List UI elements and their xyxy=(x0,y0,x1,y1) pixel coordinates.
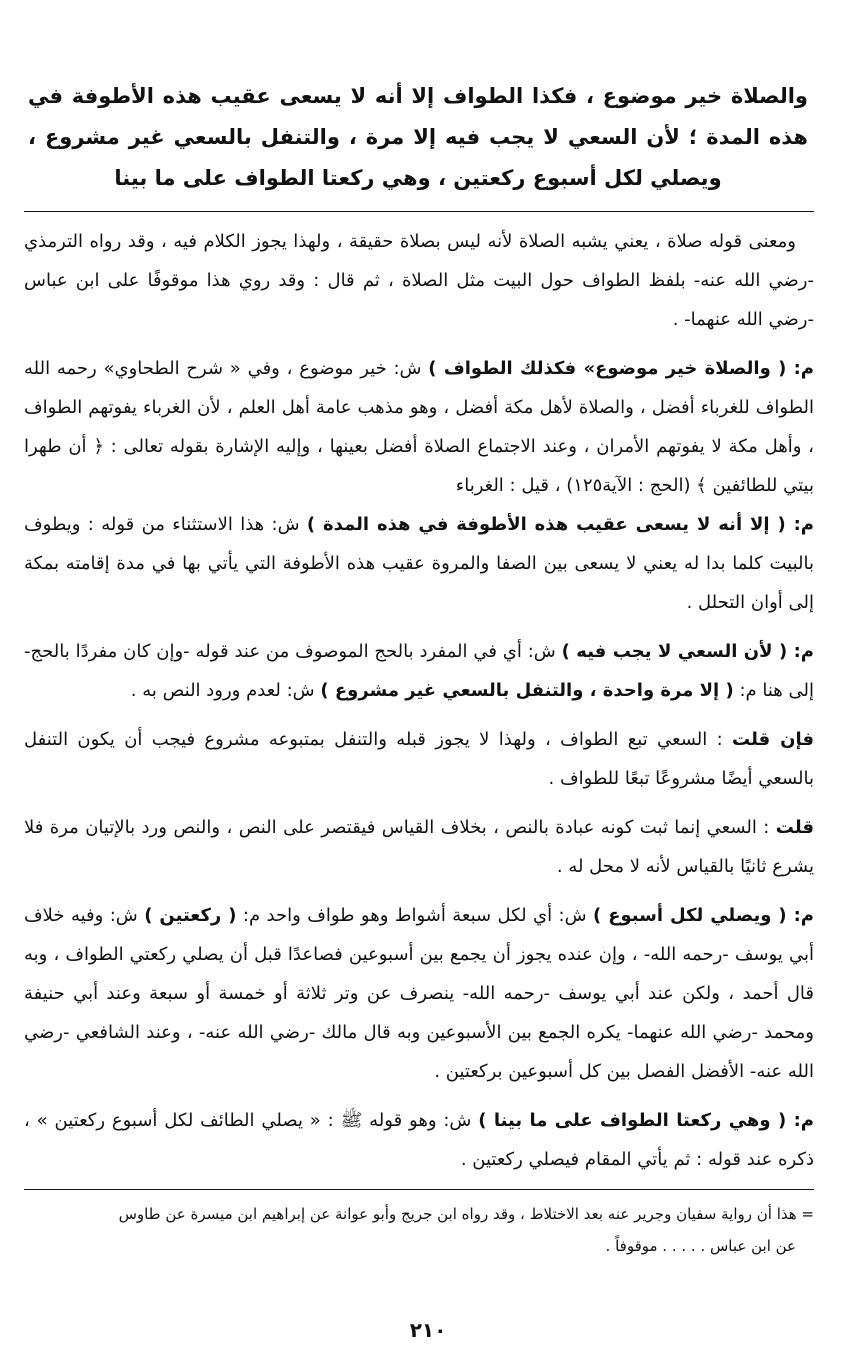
commentary-paragraph-1 xyxy=(24,222,814,339)
commentary-text-7a: ش: أي لكل سبعة أشواط وهو طواف واحد م: xyxy=(236,905,593,926)
page-number: ٢١٠ xyxy=(409,1318,447,1342)
commentary-text-3: ش: هذا الاستثناء من قوله : ويطوف بالبيت كلما بدا له يعني لا يسعى بين الصفا والمروة عقيب هذه الأطوفة التي يأتي بها في مدة إقامته بمكة إلى أوان التحلل . xyxy=(24,514,814,613)
footnote-line-2: عن ابن عباس . . . . . موقوفاً . xyxy=(605,1237,796,1255)
commentary-text-4a: ش: أي في المفرد بالحج الموصوف من عند قوله -وإن كان مفردًا بالحج- إلى هنا م: xyxy=(24,641,814,701)
reply-label: قلت xyxy=(775,817,814,838)
matn-quote-8: م: ( وهي ركعتا الطواف على ما بينا ) xyxy=(478,1110,814,1131)
commentary-paragraph-3 xyxy=(24,505,814,622)
commentary-paragraph-2 xyxy=(24,349,814,505)
objection-label: فإن قلت xyxy=(732,729,814,750)
commentary-paragraph-4 xyxy=(24,632,814,710)
matn-quote-7: م: ( ويصلي لكل أسبوع ) xyxy=(593,905,815,926)
commentary-paragraph-5 xyxy=(24,720,814,798)
matn-quote-4: م: ( لأن السعي لا يجب فيه ) xyxy=(561,641,814,662)
footnote xyxy=(24,1198,814,1262)
matn-text: والصلاة خير موضوع ، فكذا الطواف إلا أنه لا يسعى عقيب هذه الأطوفة في هذه المدة ؛ لأن السعي لا يجب فيه إلا مرة ، والتنفل بالسعي غير مشروع ، ويصلي لكل أسبوع ركعتين ، وهي ركعتا الطواف على ما بينا xyxy=(28,84,808,190)
commentary-text-5: : السعي تبع الطواف ، ولهذا لا يجوز قبله والتنفل بمتبوعه مشروع فيجب أن يكون التنفل بالسعي أيضًا مشروعًا تبعًا للطواف . xyxy=(24,729,814,789)
matn-divider xyxy=(24,211,814,212)
commentary-text-6: : السعي إنما ثبت كونه عبادة بالنص ، بخلاف القياس فيقتصر على النص ، والنص ورد بالإتيان مرة فلا يشرع ثانيًا بالقياس لأنه لا محل له . xyxy=(24,817,814,877)
commentary-text-4b: ش: لعدم ورود النص به . xyxy=(130,680,321,701)
matn-quote-4b: ( إلا مرة واحدة ، والتنفل بالسعي غير مشروع ) xyxy=(320,680,734,701)
matn-quote-2: م: ( والصلاة خير موضوع» فكذلك الطواف ) xyxy=(428,358,814,379)
commentary-text-8: ش: وهو قوله ﷺ : « يصلي الطائف لكل أسبوع ركعتين » ، ذكره عند قوله : ثم يأتي المقام فيصلي ركعتين . xyxy=(24,1110,814,1170)
commentary-text-1: ومعنى قوله صلاة ، يعني يشبه الصلاة لأنه ليس بصلاة حقيقة ، ولهذا يجوز الكلام فيه ، وقد رواه الترمذي -رضي الله عنه- بلفظ الطواف حول البيت مثل الصلاة ، ثم قال : وقد روي هذا موقوفًا على ابن عباس -رضي الله عنهما- . xyxy=(24,231,814,330)
footnote-divider xyxy=(24,1189,814,1190)
commentary-paragraph-6 xyxy=(24,808,814,886)
matn-quote-7b: ( ركعتين ) xyxy=(144,905,237,926)
commentary-paragraph-8 xyxy=(24,1101,814,1179)
page-body xyxy=(24,76,814,1262)
commentary-text-7b: ش: وفيه خلاف أبي يوسف -رحمه الله- ، وإن عنده يجوز أن يجمع بين أسبوعين فصاعدًا قبل أن يصلي ركعتي الطواف ، وبه قال أحمد ، ولكن عند أبي يوسف -رحمه الله- ينصرف عن وتر ثلاثة أو خمسة أو سبعة وعند أبي حنيفة ومحمد -رضي الله عنهما- يكره الجمع بين الأسبوعين وبه قال مالك -رضي الله عنه- ، وعند الشافعي -رضي الله عنه- الأفضل الفصل بين كل أسبوعين بركعتين . xyxy=(24,905,814,1082)
commentary-text-2: ش: خير موضوع ، وفي « شرح الطحاوي» رحمه الله الطواف للغرباء أفضل ، والصلاة لأهل مكة أفضل ، وهو مذهب عامة أهل العلم ، لأن الغرباء يفوتهم الطواف ، وأهل مكة لا يفوتهم الأمران ، وعند الاجتماع الصلاة أفضل بعينها ، وإليه الإشارة بقوله تعالى : ﴿ أن طهرا بيتي للطائفين ﴾ (الحج : الآية١٢٥) ، قيل : الغرباء xyxy=(24,358,814,496)
commentary-paragraph-7 xyxy=(24,896,814,1091)
footnote-line-1: = هذا أن رواية سفيان وجرير عنه بعد الاختلاط ، وقد رواه ابن جريج وأبو عوانة عن إبراهيم ابن ميسرة عن طاوس xyxy=(118,1205,814,1223)
matn-quote-3: م: ( إلا أنه لا يسعى عقيب هذه الأطوفة في هذه المدة ) xyxy=(306,514,814,535)
